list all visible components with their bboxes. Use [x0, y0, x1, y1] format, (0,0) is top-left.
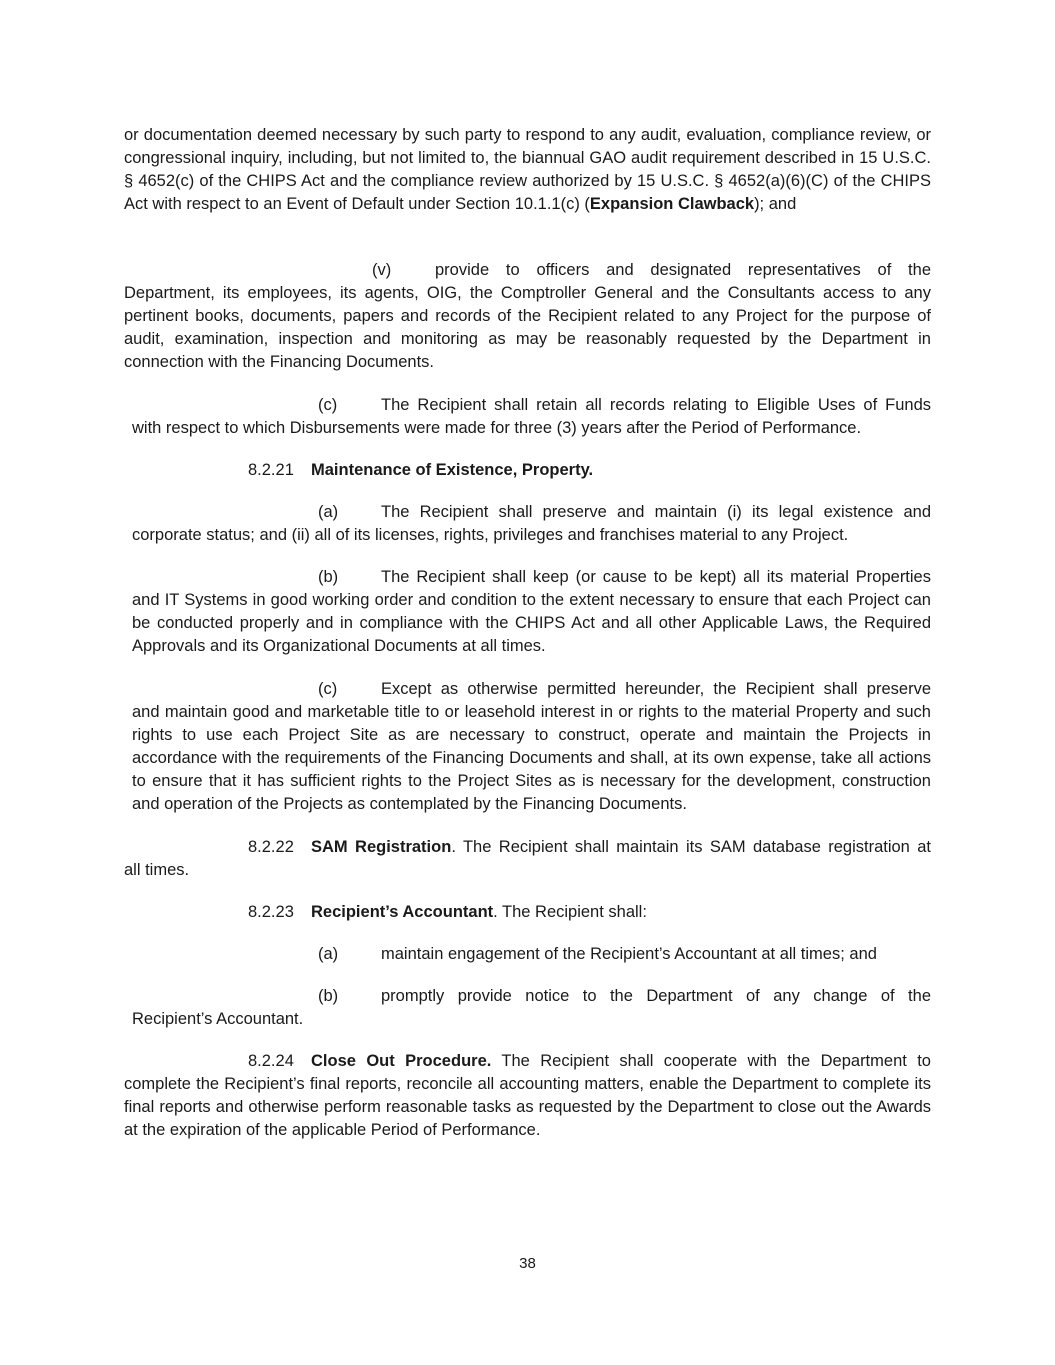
paragraph-audit: or documentation deemed necessary by such party to respond to any audit, evaluation, compliance review, or congressional inquiry, including, but not limited to, the biannual GAO audit requirement described in 15 U.S.C. § 4652(c) of the CHIPS Act and the compliance review authorized by 15 U.S.C. § 4652(a)(6)(C) of the CHIPS Act with respect to an Event of Default under Section 10.1.1(c) (Expansion Clawback); and	[124, 126, 931, 213]
page-number: 38	[519, 1255, 536, 1272]
document-page: or documentation deemed necessary by such party to respond to any audit, evaluation, compliance review, or congressional inquiry, including, but not limited to, the biannual GAO audit requirement described in 15 U.S.C. § 4652(c) of the CHIPS Act and the compliance review authorized by 15 U.S.C. § 4652(a)(6)(C) of the CHIPS Act with respect to an Event of Default under Section 10.1.1(c) (Expansion Clawback); and (v) provide to officers and designated representatives of the Department, its employees, its agents, OIG, the Comptroller General and the Consultants access to any pertinent books, documents, papers and records of the Recipient related to any Project for the purpose of audit, examination, inspection and monitoring as may be reasonably requested by the Department in connection with the Financing Documents. (c) The Recipient shall retain all records relating to Eligible Uses of Funds with respect to which Disbursements were made for three (3) years after the Period of Performance. 8.2.21 Maintenance of Existence, Property. (a) The Recipient shall preserve and maintain (i) its legal existence and corporate status; and (ii) all of its licenses, rights, privileges and franchises material to any Project. (b) The Recipient shall keep (or cause to be kept) all its material Properties and IT Systems in good working order and condition to the extent necessary to ensure that each Project can be conducted properly and in compliance with the CHIPS Act and all other Applicable Laws, the Required Approvals and its Organizational Documents at all times. (c) Except as otherwise permitted hereunder, the Recipient shall preserve and maintain good and marketable title to or leasehold interest in or rights to the material Property and such rights to use each Project Site as are necessary to construct, operate and maintain the Projects in accordance with the requirements of the Financing Documents and shall, at its own expense, take all actions to ensure that it has sufficient rights to the Project Sites as is necessary for the development, construction and operation of the Projects as contemplated by the Financing Documents. 8.2.22 SAM Registration. The Recipient shall maintain its SAM database registration at all times. 8.2.23 Recipient’s Accountant. The Recipient shall: (a) maintain engagement of the Recipient’s Accountant at all times; and (b) promptly provide notice to the Department of any change of the Recipient’s Accountant. 8.2.24 Close Out Procedure. The Recipient shall cooperate with the Department to complete the Recipient’s final reports, reconcile all accounting matters, enable the Department to complete its final reports and otherwise perform reasonable tasks as requested by the Department to close out the Awards at the expiration of the applicable Period of Performance. 38	[0, 0, 1055, 1365]
